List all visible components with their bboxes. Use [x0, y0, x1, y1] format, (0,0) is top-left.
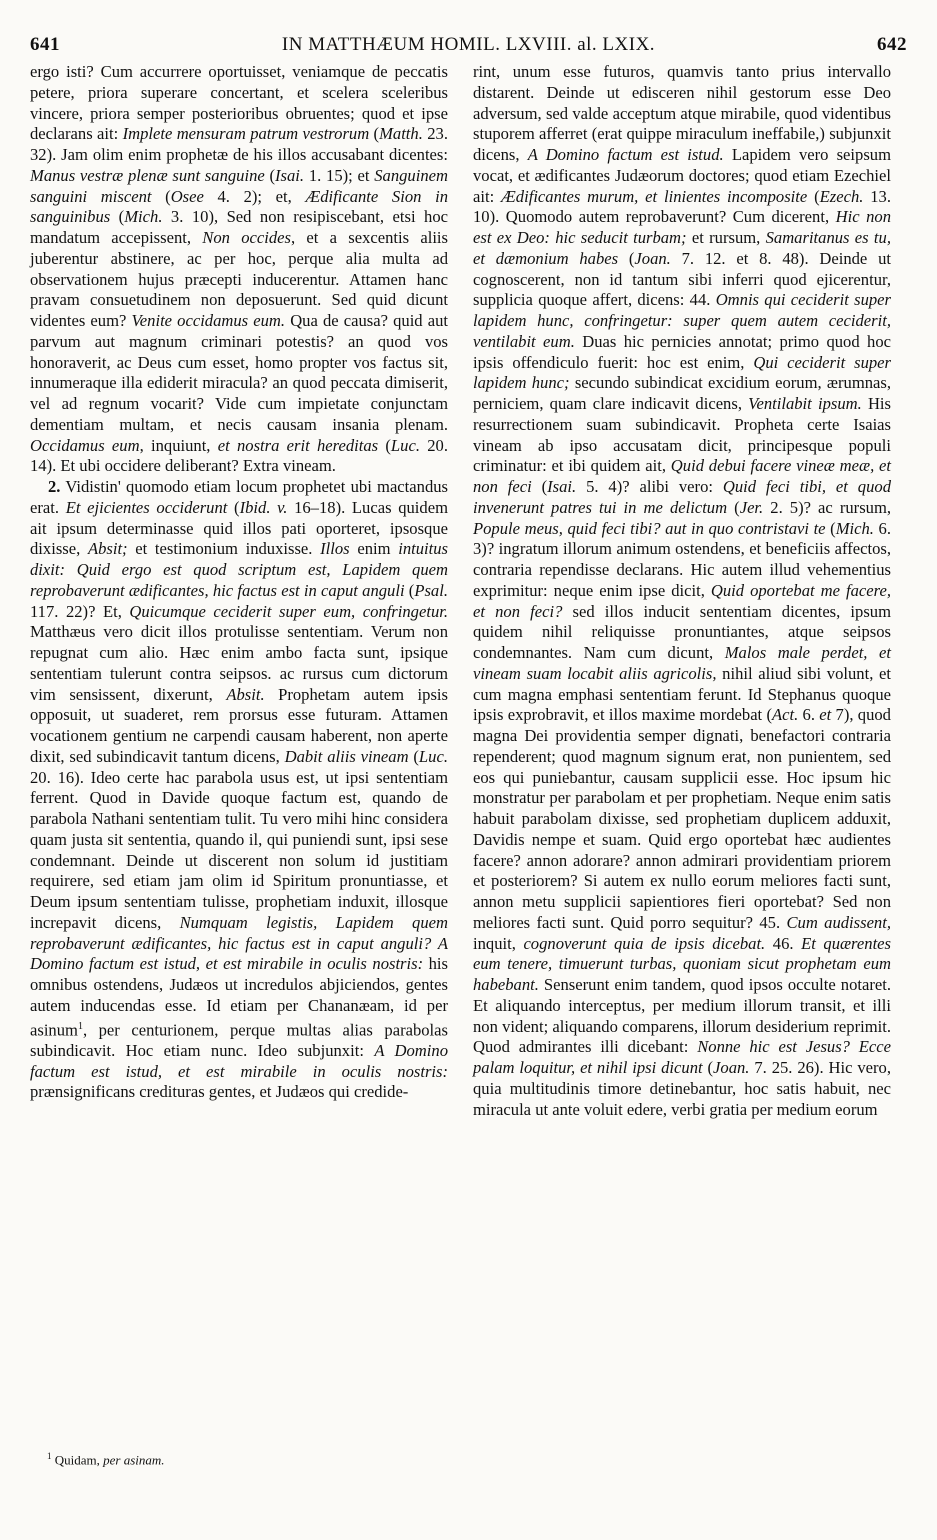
text-run: (	[110, 207, 125, 227]
text-run: 7. 25. 26). Hic vero, quia multitudinis timore detinebantur, hoc satis habuit, nec miracula ut ante voluit edere, verbi gratia per medium eorum	[473, 1058, 891, 1119]
text-run: 4. 2); et,	[203, 186, 306, 206]
text-run: (	[702, 1058, 714, 1077]
citation: Jer.	[739, 497, 764, 517]
quotation: Absit.	[226, 684, 265, 704]
footnote-text-italic: per asinam.	[103, 1452, 165, 1468]
text-run: Duas hic pernicies annotat; primo quod hoc ipsis offendiculo fuerit: hoc est enim,	[473, 331, 891, 372]
citation: Luc.	[390, 435, 420, 455]
paragraph-1	[30, 62, 448, 477]
text-run: (	[531, 477, 548, 496]
text-run: (	[404, 580, 415, 600]
quotation: Cum audissent,	[786, 912, 891, 932]
text-run: Qua de causa? quid aut parvum aut magnum criminari potestis? an quod vos honoraverit, ac Deus cum esset, homo propter vos factus sit, innumeraque illa ediderit miracula? an quod peccata dimiserit, vel ad regnum vocarit? Vide cum impietate conjunctam dementiam multam, et necis causam insania plenam.	[30, 311, 448, 434]
text-run: (	[227, 497, 240, 517]
text-run: 13. 10). Quomodo autem reprobaverunt? Cum dicerent,	[473, 186, 891, 227]
quotation: intuitus dixit: Quid ergo est quod scriptum est, Lapidem quem reprobaverunt ædificantes, hic factus est in caput anguli	[30, 539, 448, 600]
quotation: Popule meus, quid feci tibi? aut in quo contristavi te	[473, 518, 826, 538]
quotation: Sanguinem sanguini miscent	[30, 165, 448, 206]
quotation: Implete mensuram patrum vestrorum	[122, 124, 370, 144]
text-run: enim	[349, 539, 399, 559]
text-run: Lapidem vero seipsum vocat, et ædificantes Judæorum doctores; quod etiam Ezechiel ait:	[473, 145, 891, 206]
section-number: 2.	[48, 477, 61, 496]
page-number-right: 642	[877, 34, 907, 55]
quotation: Absit;	[87, 539, 128, 559]
text-run: 20. 14). Et ubi occidere deliberant? Extra vineam.	[30, 435, 448, 476]
quotation: Et ejicientes occiderunt	[65, 497, 228, 517]
quotation: Manus vestræ plenæ sunt sanguine	[30, 165, 265, 185]
text-run: 6. 3)? ingratum illorum animum ostendens, et beneficiis affectos, contraria rependisse declarans. Hic autem illud vehementius exprimitur: neque enim ipse dicit,	[473, 518, 892, 600]
text-run: 5. 4)? alibi vero:	[576, 477, 723, 496]
quotation: Hic non est ex Deo: hic seducit turbam;	[473, 207, 891, 247]
running-title: IN MATTHÆUM HOMIL. LXVIII. al. LXIX.	[281, 34, 656, 55]
text-run: 2. 5)? ac rursum,	[763, 497, 892, 517]
citation: Luc.	[418, 746, 448, 766]
citation: Psal.	[414, 580, 448, 600]
quotation: Quid oportebat me facere, et non feci?	[473, 580, 891, 621]
quotation: et nostra erit hereditas	[217, 435, 379, 455]
citation: Osee	[170, 186, 204, 206]
text-run: , inquiunt,	[139, 435, 218, 455]
quotation: Malos male perdet, et vineam suam locabit aliis agricolis,	[473, 643, 891, 683]
text-run: (	[151, 186, 171, 206]
quotation: A Domino factum est istud.	[527, 145, 724, 164]
text-run: secundo subindicat excidium eorum, ærumnas, perniciem, quam clare indicavit dicens,	[473, 373, 891, 413]
citation: Matth.	[379, 124, 423, 144]
text-run: Prophetam autem ipsis opposuit, ut suaderet, rem prorsus esse futuram. Attamen vocationem gentium ne carpendi causam haberent, non aperte dixit, sed subindicavit tantum dicens,	[30, 684, 448, 766]
text-run: his omnibus ostendens, Judæos ut incredulos abjiciendos, gentes autem inducendas esse. Id etiam per Chananæam, id per asinum	[30, 954, 448, 1040]
quotation: Ædificante Sion in sanguinibus	[30, 186, 448, 227]
text-run: nihil aliud sibi volunt, et cum magna emphasi sententiam ferunt. Id Stephanus quoque ipsis exprobravit, et illos maxime mordebat (	[473, 663, 892, 725]
footnote-marker: 1	[77, 1020, 83, 1032]
quotation: Non occides	[202, 228, 291, 247]
citation: Act.	[771, 705, 799, 725]
quotation: Nonne hic est Jesus? Ecce palam loquitur, et nihil ipsi dicunt	[473, 1037, 891, 1077]
text-run: 20. 16). Ideo certe hac parabola usus est, ut ipsi sententiam ferrent. Quod in Davide quoque factum est, quando de parabola Nathani sententiam tulit. Tu vero mihi hinc considera quam justa sit sententia, quando il, qui puniendi sunt, ipsi sese condemnant. Deinde ut discerent non solum id justitiam requirere, sed etiam jam olim id Spiritum pronuntiasse, et Deum ipsum sententiam tulisse, prophetiam induxit, illosque increpavit dicens,	[30, 767, 448, 932]
quotation: Qui ceciderit super lapidem hunc;	[473, 352, 891, 393]
quotation: Illos	[320, 539, 350, 559]
text-run: 1. 15); et	[304, 165, 375, 185]
citation: Ibid. v.	[239, 497, 288, 517]
quotation: Ventilabit ipsum.	[748, 394, 862, 413]
citation: Isai.	[547, 477, 577, 496]
text-run: , per centurionem, perque multas alias parabolas subindicavit. Hoc etiam nunc. Ideo subjunxit:	[30, 1020, 448, 1060]
citation: Mich.	[124, 207, 163, 227]
text-run: 7), quod magna Dei providentia semper dignati, benefactori contraria rependerent; quod magnum signum erat, non punientem, sed eos qui puniebantur, causam supplicii esse. Hoc ipsum hic monstratur per parabolam et per prophetiam. Neque enim satis habuit parabolam dixisse, sed prophetiam duplicem adduxit, Davidis nempe et suam. Quid ergo oportebat hæc audientes facere? annon adorare? annon admirari providentiam priorem et posteriorem? Si autem ex nullo eorum meliores facti sunt, annon metu supplicii sapientiores fieri oportebat? Sed non meliores facti sunt. Quid porro sequitur? 45.	[473, 705, 891, 932]
right-column	[473, 62, 891, 1120]
text-run: ergo isti? Cum accurrere oportuisset, veniamque de peccatis petere, priora superare concertant, et scelera sceleribus vincere, priora semper posterioribus obruentes; quod et ipse declarans ait:	[30, 62, 448, 144]
text-run: 16–18). Lucas quidem ait ipsum determinasse quid illos pati oporteret, ipsosque dixisse,	[30, 497, 448, 559]
quotation: Quid feci tibi, et quod invenerunt patres tui in me delictum	[473, 477, 891, 517]
text-run: 117. 22)? Et,	[30, 601, 130, 621]
text-run: inquit,	[473, 933, 524, 953]
citation: Mich.	[835, 518, 874, 538]
text-run: (	[727, 497, 740, 517]
text-run: Senserunt enim tandem, quod ipsos occulte notaret. Et aliquando interceptus, per medium illorum transit, et illi non vident; aliquando comparens, illorum desiderium reprimit. Quod admirantes illi dicebant:	[473, 975, 891, 1057]
text-run: (	[807, 186, 820, 206]
left-column	[30, 62, 448, 1103]
quotation: Omnis qui ceciderit super lapidem hunc, confringetur: super quem autem ceciderit, ventilabit eum.	[473, 290, 891, 351]
text-run: 7. 12. et 8. 48). Deinde ut cognoscerent, non id tantum sibi inferri quod ejicerentur, supplicia quoque affert, dicens: 44.	[473, 248, 891, 310]
text-run: et rursum,	[686, 228, 766, 247]
quotation: Ædificantes murum, et linientes incomposite	[501, 186, 808, 206]
text-run: Matthæus vero dicit illos protulisse sententiam. Verum non repugnat cum alio. Hæc enim ambo facta sunt, ipsique sententiam tulerunt contra seipsos. ac rursus cum dictorum vim sensissent, dixerunt,	[30, 622, 448, 704]
quotation: A Domino factum est istud, et est mirabile in oculis nostris:	[30, 1040, 448, 1081]
text-run: Vidistin' quomodo etiam locum prophetet ubi mactandus erat.	[30, 477, 448, 517]
quotation: Et quærentes eum tenere, timuerunt turbas, quoniam sicut prophetam eum habebant.	[473, 933, 891, 994]
text-run: (	[264, 165, 276, 185]
text-run: , et a sexcentis aliis juberentur abstinere, ac per hoc, perque alia multa ad observationem hujus præcepti inducerentur. Attamen hanc pravam consuetudinem non deposuerunt. Sed quid dicunt videntes eum?	[30, 228, 448, 330]
citation: Joan.	[634, 248, 671, 268]
quotation: Quicumque ceciderit super eum, confringetur.	[129, 601, 449, 621]
paragraph-2	[30, 477, 448, 1103]
footnote-number: 1	[47, 1451, 52, 1461]
citation: et	[819, 705, 832, 725]
text-run: 46.	[765, 933, 802, 953]
quotation: Dabit aliis vineam	[284, 746, 409, 766]
text-run: 23. 32). Jam olim enim prophetæ de his illos accusabant dicentes:	[30, 124, 448, 164]
text-run: (	[369, 124, 380, 144]
quotation: Occidamus eum	[30, 435, 140, 455]
quotation: Quid debui facere vineæ meæ, et non feci	[473, 456, 892, 496]
text-run: (	[618, 248, 635, 268]
text-run: et testimonium induxisse.	[127, 539, 321, 559]
text-run: (	[378, 435, 391, 455]
text-run: sed illos inducit sententiam dicentes, ipsum quidem nihil reliquisse pronuntiantes, atque seipsos condemnantes. Nam cum dicunt,	[473, 601, 891, 662]
citation: Isai.	[275, 165, 305, 185]
quotation: Numquam legistis, Lapidem quem reprobaverunt ædificantes, hic factus est in caput anguli? A Domino factum est istud, et est mirabile in oculis nostris:	[30, 912, 448, 974]
quotation: Samaritanus es tu, et dæmonium habes	[473, 228, 891, 268]
footnote-text: Quidam,	[51, 1452, 104, 1468]
running-header	[30, 34, 907, 58]
paragraph-3	[473, 62, 891, 1120]
citation: Joan.	[713, 1058, 750, 1077]
text-run: (	[408, 746, 419, 766]
text-run: (	[825, 518, 836, 538]
text-run: prænsignificans credituras gentes, et Judæos qui credide-	[30, 1082, 409, 1102]
quotation: cognoverunt quia de ipsis dicebat.	[523, 933, 766, 953]
page-number-left: 641	[30, 34, 60, 55]
citation: Ezech.	[819, 186, 864, 206]
quotation: Venite occidamus eum.	[131, 311, 286, 330]
text-run: 6.	[798, 705, 820, 725]
text-run: rint, unum esse futuros, quamvis tanto prius intervallo distarent. Deinde ut edisceren nihil gestorum esse Deo adversum, sed valde acceptum atque mirabile, quod videntibus stuporem afferret (erat quippe miraculum ineffabile,) subjunxit dicens,	[473, 62, 891, 164]
text-run: His resurrectionem suam subindicavit. Propheta certe Isaias vineam ab ipso accusatam dicit, principesque populi criminatur: et ibi quidem ait,	[473, 394, 891, 476]
text-run: 3. 10), Sed non resipiscebant, etsi hoc mandatum accepissent,	[30, 207, 448, 247]
footnote	[47, 1448, 347, 1468]
